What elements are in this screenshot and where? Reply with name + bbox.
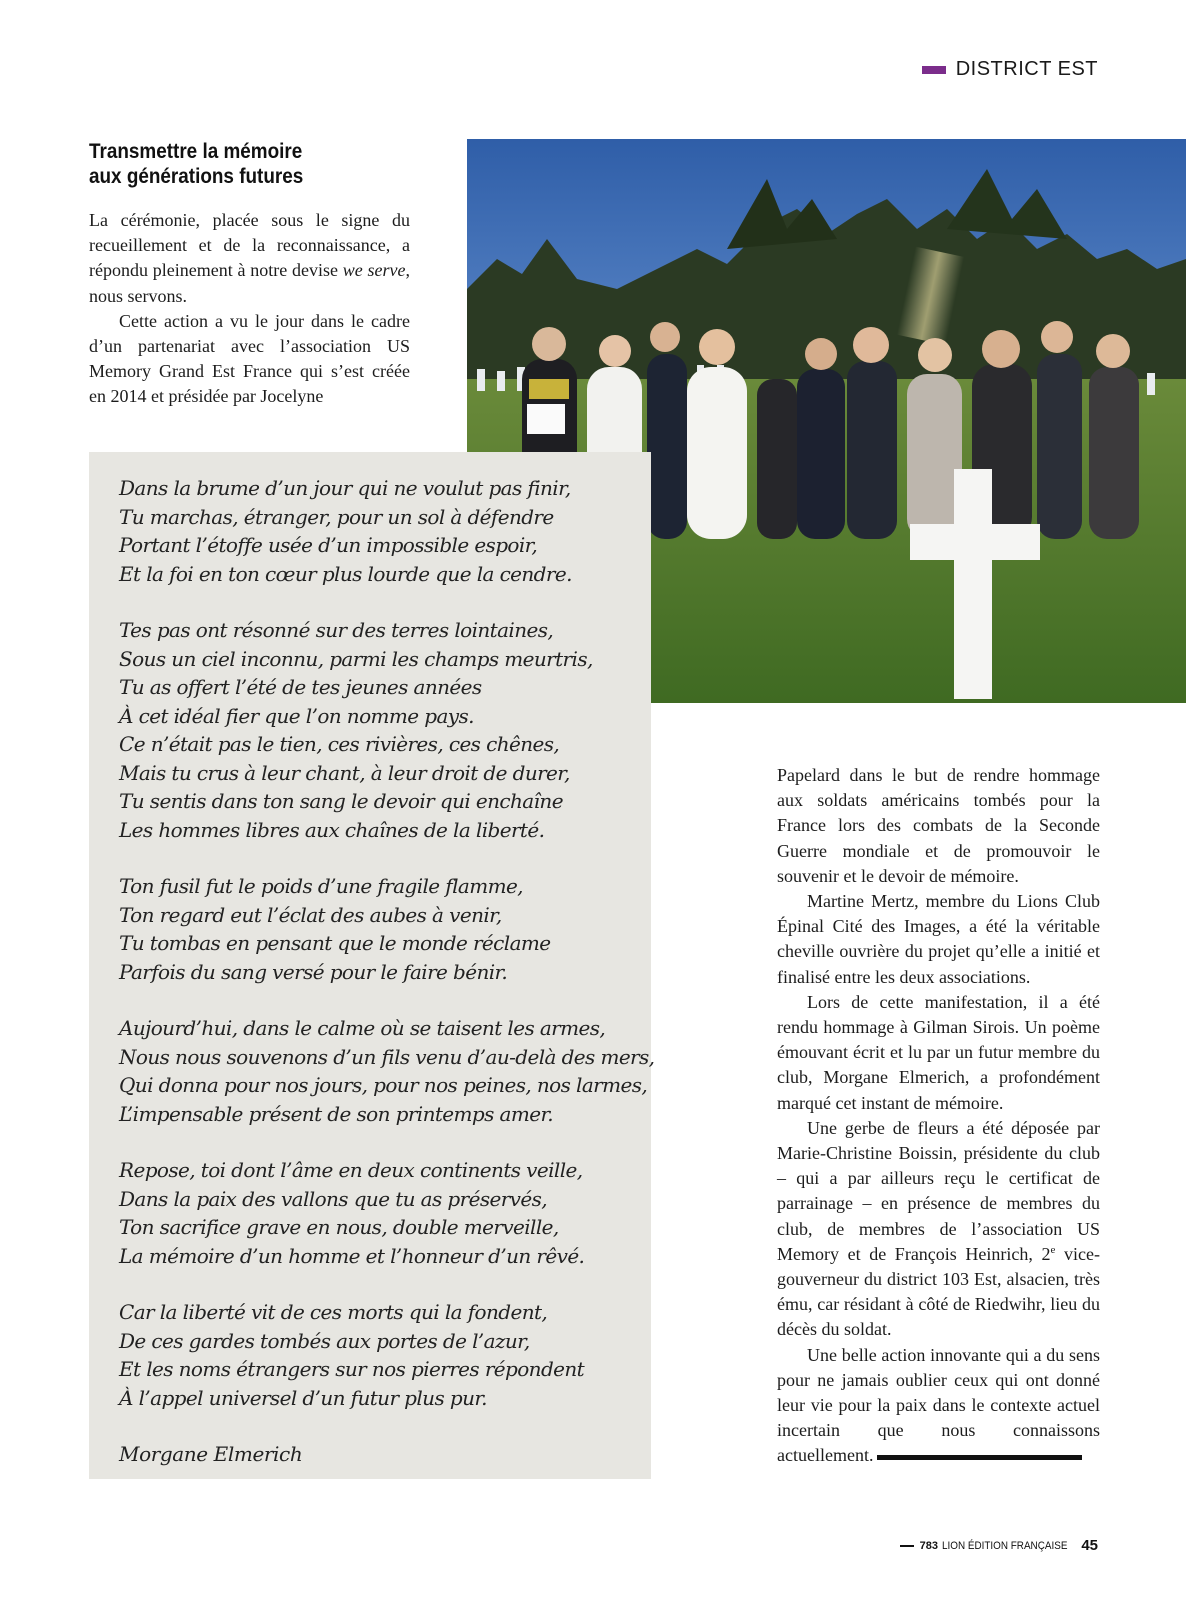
headline-line-2: aux générations futures — [89, 165, 304, 188]
poem-box — [89, 452, 655, 1479]
poem-line: Et la foi en ton cœur plus lourde que la cendre. — [119, 561, 572, 586]
poem-line: À cet idéal fier que l’on nomme pays. — [119, 703, 474, 728]
poem-line: Les hommes libres aux chaînes de la liberté. — [119, 817, 545, 842]
paragraph: Martine Mertz, membre du Lions Club Épinal Cité des Images, a été la véritable cheville ouvrière du projet qu’elle a initié et finalisé entre les deux associations. — [777, 891, 1100, 987]
paragraph: Cette action a vu le jour dans le cadre d’un partenariat avec l’association US Memory Grand Est France qui s’est créée en 2014 et présidée par Jocelyne — [89, 310, 410, 407]
poem-line: Ce n’était pas le tien, ces rivières, ces chênes, — [119, 732, 560, 756]
page-footer — [900, 1537, 1098, 1554]
article-column-right — [777, 763, 1100, 1469]
article-column-left — [89, 208, 410, 410]
section-accent-bar — [922, 66, 946, 74]
paragraph: Lors de cette manifestation, il a été rendu hommage à Gilman Sirois. Un poème émouvant écrit et lu par un futur membre du club, Morgane Elmerich, a profondément marqué cet instant de mémoire. — [777, 991, 1100, 1113]
poem-line: Mais tu crus à leur chant, à leur droit de durer, — [119, 760, 570, 785]
poem-line: À l’appel universel d’un futur plus pur. — [119, 1385, 487, 1410]
paragraph-text: La cérémonie, placée sous le signe du recueillement et de la reconnaissance, a répondu pleinement à notre devise — [89, 210, 410, 281]
paragraph-text: vice-gouverneur du district 103 Est, alsacien, très ému, car résidant à côté de Riedwihr, lieu du décès du soldat. — [777, 1243, 1100, 1340]
poem-line: Qui donna pour nos jours, pour nos peines, nos larmes, — [119, 1073, 648, 1097]
poem-stanza — [119, 616, 639, 844]
poem-line: Dans la paix des vallons que tu as préservés, — [119, 1186, 548, 1211]
article-end-rule — [877, 1455, 1082, 1460]
poem-stanza — [119, 474, 639, 588]
section-header — [922, 58, 1098, 81]
poem-line: Car la liberté vit de ces morts qui la fondent, — [119, 1300, 548, 1324]
poem-line: L’impensable présent de son printemps amer. — [119, 1101, 553, 1126]
paragraph — [89, 208, 410, 309]
poem-line: Ton sacrifice grave en nous, double merveille, — [119, 1215, 559, 1239]
footer-dash — [900, 1545, 914, 1547]
headline-line-1: Transmettre la mémoire — [89, 140, 303, 163]
poem-line: Tu marchas, étranger, pour un sol à défendre — [119, 504, 554, 529]
poem-line: Ton fusil fut le poids d’une fragile flamme, — [119, 874, 523, 898]
paragraph — [777, 1116, 1100, 1343]
poem-line: Tu sentis dans ton sang le devoir qui enchaîne — [119, 789, 563, 813]
poem-line: Aujourd’hui, dans le calme où se taisent les armes, — [119, 1016, 606, 1040]
poem-stanza — [119, 872, 639, 986]
poem — [119, 474, 655, 1469]
poem-line: Et les noms étrangers sur nos pierres répondent — [119, 1357, 585, 1381]
poem-line: Sous un ciel inconnu, parmi les champs meurtris, — [119, 646, 593, 671]
poem-line: Dans la brume d’un jour qui ne voulut pas finir, — [119, 476, 571, 500]
poem-stanza — [119, 1298, 639, 1412]
poem-line: Tu as offert l’été de tes jeunes années — [119, 675, 482, 699]
poem-line: Tes pas ont résonné sur des terres lointaines, — [119, 618, 554, 642]
poem-line: Portant l’étoffe usée d’un impossible espoir, — [119, 533, 538, 557]
poem-line: La mémoire d’un homme et l’honneur d’un rêvé. — [119, 1243, 585, 1268]
article-headline — [89, 139, 386, 189]
issue-number: 783 — [919, 1539, 938, 1552]
page-number: 45 — [1081, 1537, 1098, 1554]
poem-line: Parfois du sang versé pour le faire bénir. — [119, 959, 508, 984]
poem-stanza — [119, 1156, 639, 1270]
section-title: DISTRICT EST — [955, 58, 1098, 80]
poem-line: Tu tombas en pensant que le monde réclame — [119, 931, 551, 955]
ordinal-superscript: e — [1050, 1243, 1056, 1256]
poem-line: Repose, toi dont l’âme en deux continents veille, — [119, 1158, 583, 1182]
magazine-name: LION ÉDITION FRANÇAISE — [941, 1539, 1068, 1552]
paragraph — [777, 1343, 1100, 1469]
poem-line: De ces gardes tombés aux portes de l’azur, — [119, 1328, 530, 1353]
motto-text: we serve — [342, 260, 406, 281]
paragraph-text: Une gerbe de fleurs a été déposée par Marie-Christine Boissin, présidente du club – qui a par ailleurs reçu le certificat de parrainage – en présence de membres du club, de membres de l’association US Memory et de François Heinrich, 2 — [777, 1117, 1100, 1264]
poem-author: Morgane Elmerich — [119, 1442, 303, 1466]
poem-line: Ton regard eut l’éclat des aubes à venir, — [119, 902, 502, 927]
paragraph-text: , nous servons. — [89, 260, 410, 306]
paragraph-text: Une belle action innovante qui a du sens pour ne jamais oublier ceux qui ont donné leur vie pour la paix dans le contexte actuel incertain que nous connaissons actuellement. — [777, 1344, 1100, 1466]
poem-stanza — [119, 1014, 655, 1128]
poem-line: Nous nous souvenons d’un fils venu d’au-delà des mers, — [119, 1044, 655, 1069]
paragraph: Papelard dans le but de rendre hommage aux soldats américains tombés pour la France lors des combats de la Seconde Guerre mondiale et de promouvoir le souvenir et le devoir de mémoire. — [777, 765, 1100, 886]
